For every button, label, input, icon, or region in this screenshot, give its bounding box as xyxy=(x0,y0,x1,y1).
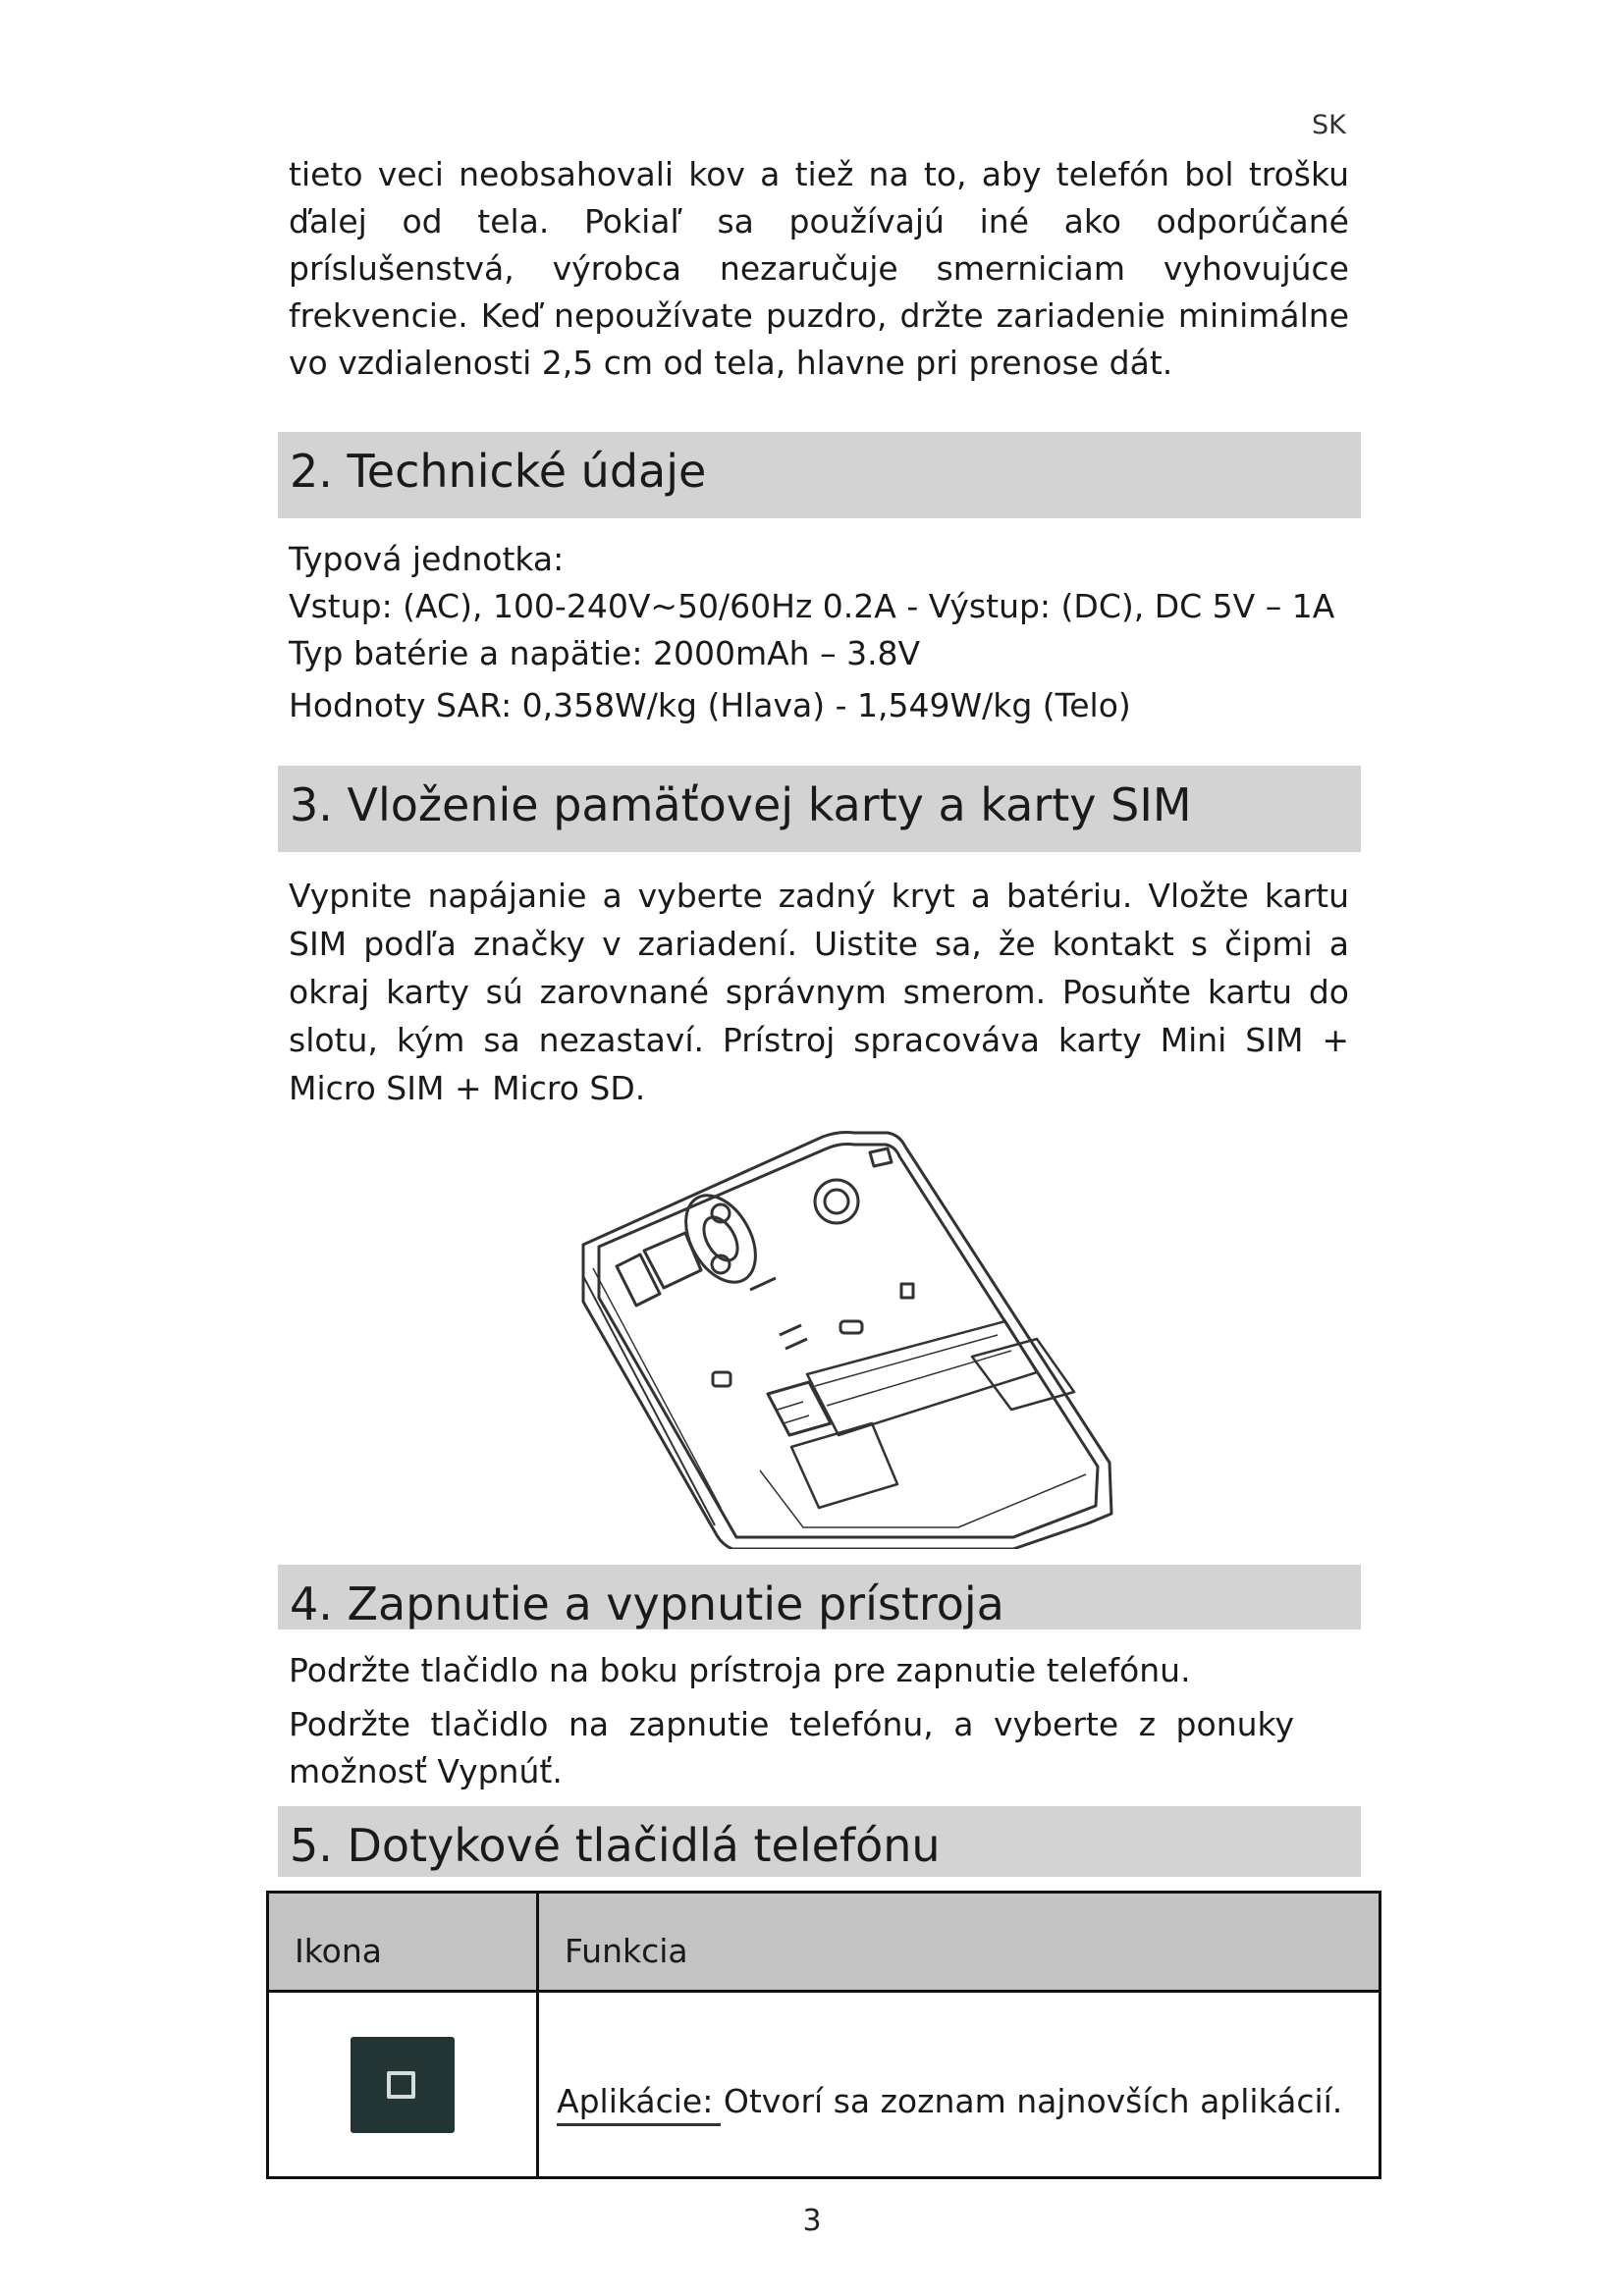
sim-slot xyxy=(768,1382,831,1435)
function-cell xyxy=(538,1992,1380,2178)
icon-cell xyxy=(268,1992,538,2178)
section-heading-power: 4. Zapnutie a vypnutie prístroja xyxy=(278,1565,1361,1629)
section-heading-sim: 3. Vloženie pamäťovej karty a karty SIM xyxy=(278,766,1361,852)
touch-keys-table xyxy=(266,1891,1381,2179)
battery-value: 2000mAh – 3.8V xyxy=(642,634,921,672)
technical-specs xyxy=(289,536,1359,729)
sim-card-illustration xyxy=(575,1129,1115,1549)
column-header-icon: Ikona xyxy=(268,1893,538,1992)
section-heading-keys: 5. Dotykové tlačidlá telefónu xyxy=(278,1806,1361,1877)
table-row xyxy=(268,1992,1380,2178)
column-header-function: Funkcia xyxy=(538,1893,1380,1992)
unit-value: Vstup: (AC), 100-240V~50/60Hz 0.2A - Výstup: (DC), DC 5V – 1A xyxy=(289,587,1335,625)
sim-paragraph: Vypnite napájanie a vyberte zadný kryt a batériu. Vložte kartu SIM podľa značky v zariadení. Uistite sa, že kontakt s čipmi a okraj karty sú zarovnané správnym smerom. Posuňte kartu do slotu, kým sa nezastaví. Prístroj spracováva karty Mini SIM + Micro SIM + Micro SD. xyxy=(289,877,1349,1107)
sim-card xyxy=(791,1423,897,1508)
function-description: Otvorí sa zoznam najnovších aplikácií. xyxy=(713,2082,1343,2120)
language-code: SK xyxy=(1312,110,1346,140)
unit-label: Typová jednotka: xyxy=(289,540,565,578)
battery-line xyxy=(289,630,1359,677)
sar-label: Hodnoty SAR: xyxy=(289,686,513,724)
page-number: 3 xyxy=(802,2204,822,2238)
recent-apps-icon xyxy=(351,2037,455,2133)
battery-label: Typ batérie a napätie: xyxy=(289,634,643,672)
power-line-2: Podržte tlačidlo na zapnutie telefónu, a vyberte z ponuky možnosť Vypnúť. xyxy=(289,1705,1294,1790)
function-term: Aplikácie: xyxy=(557,2082,714,2120)
sar-value: 0,358W/kg (Hlava) - 1,549W/kg (Telo) xyxy=(512,686,1131,724)
power-line-1: Podržte tlačidlo na boku prístroja pre zapnutie telefónu. xyxy=(289,1651,1191,1689)
square-glyph xyxy=(387,2071,415,2099)
table-header-row xyxy=(268,1893,1380,1992)
intro-paragraph: tieto veci neobsahovali kov a tiež na to, aby telefón bol trošku ďalej od tela. Pokiaľ sa používajú iné ako odporúčané príslušenstvá, výrobca nezaručuje smerniciam vyhovujúce frekvencie. Keď nepoužívate puzdro, držte zariadenie minimálne vo vzdialenosti 2,5 cm od tela, hlavne pri prenose dát. xyxy=(289,155,1349,382)
sar-line xyxy=(289,682,1359,729)
section-heading-technical: 2. Technické údaje xyxy=(278,432,1361,518)
